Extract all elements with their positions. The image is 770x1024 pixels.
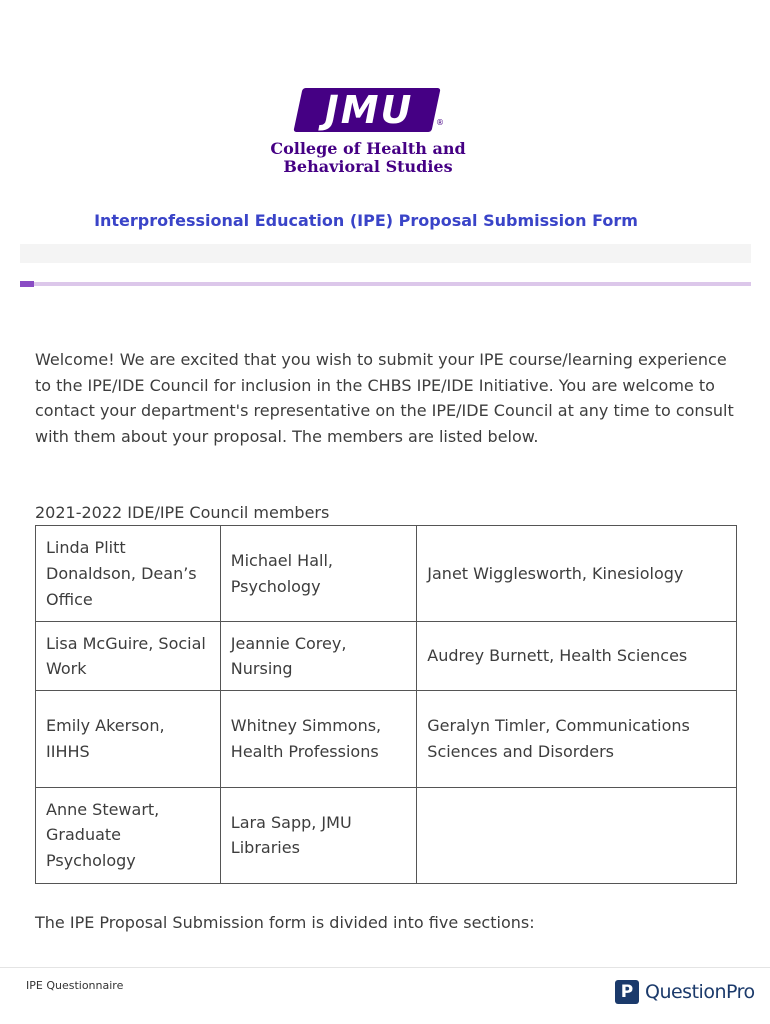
questionpro-logo[interactable]: [615, 979, 755, 1005]
table-cell: Lisa McGuire, Social Work: [36, 622, 221, 691]
table-row: [36, 526, 737, 622]
form-title: Interprofessional Education (IPE) Proposal Submission Form: [94, 211, 638, 230]
table-cell: Jeannie Corey, Nursing: [220, 622, 416, 691]
college-name-line-2: Behavioral Studies: [283, 157, 453, 176]
table-cell: [417, 787, 737, 883]
table-cell: Janet Wigglesworth, Kinesiology: [417, 526, 737, 622]
footer-questionnaire-label: IPE Questionnaire: [26, 979, 124, 992]
jmu-wordmark-text: JMU: [324, 88, 414, 132]
welcome-paragraph: Welcome! We are excited that you wish to submit your IPE course/learning experience to the IPE/IDE Council for inclusion in the CHBS IPE/IDE Initiative. You are welcome to contact your department's representative on the IPE/IDE Council at any time to consult with them about your proposal. The members are listed below.: [35, 350, 734, 446]
council-members-table: [35, 525, 737, 884]
table-row: [36, 622, 737, 691]
table-cell: Emily Akerson, IIHHS: [36, 691, 221, 787]
table-cell: Whitney Simmons, Health Professions: [220, 691, 416, 787]
progress-bar-track: [20, 282, 751, 286]
table-cell: Anne Stewart, Graduate Psychology: [36, 787, 221, 883]
questionpro-brand-name: QuestionPro: [645, 981, 755, 1003]
questionpro-icon-glyph: P: [620, 982, 634, 1002]
table-cell: Michael Hall, Psychology: [220, 526, 416, 622]
footer-divider: [0, 967, 770, 968]
table-cell: Lara Sapp, JMU Libraries: [220, 787, 416, 883]
college-name-line-1: College of Health and: [270, 139, 466, 158]
table-cell: Audrey Burnett, Health Sciences: [417, 622, 737, 691]
questionpro-icon: [615, 980, 639, 1004]
table-cell: Geralyn Timler, Communications Sciences and Disorders: [417, 691, 737, 787]
sections-intro-text: The IPE Proposal Submission form is divided into five sections:: [35, 913, 535, 932]
jmu-chbs-logo: [258, 88, 478, 178]
table-cell: Linda Plitt Donaldson, Dean’s Office: [36, 526, 221, 622]
council-members-heading: 2021-2022 IDE/IPE Council members: [35, 503, 330, 522]
table-row: [36, 691, 737, 787]
registered-mark: ®: [436, 118, 444, 127]
progress-bar-fill: [20, 281, 34, 287]
header-band: [20, 244, 751, 263]
table-row: [36, 787, 737, 883]
